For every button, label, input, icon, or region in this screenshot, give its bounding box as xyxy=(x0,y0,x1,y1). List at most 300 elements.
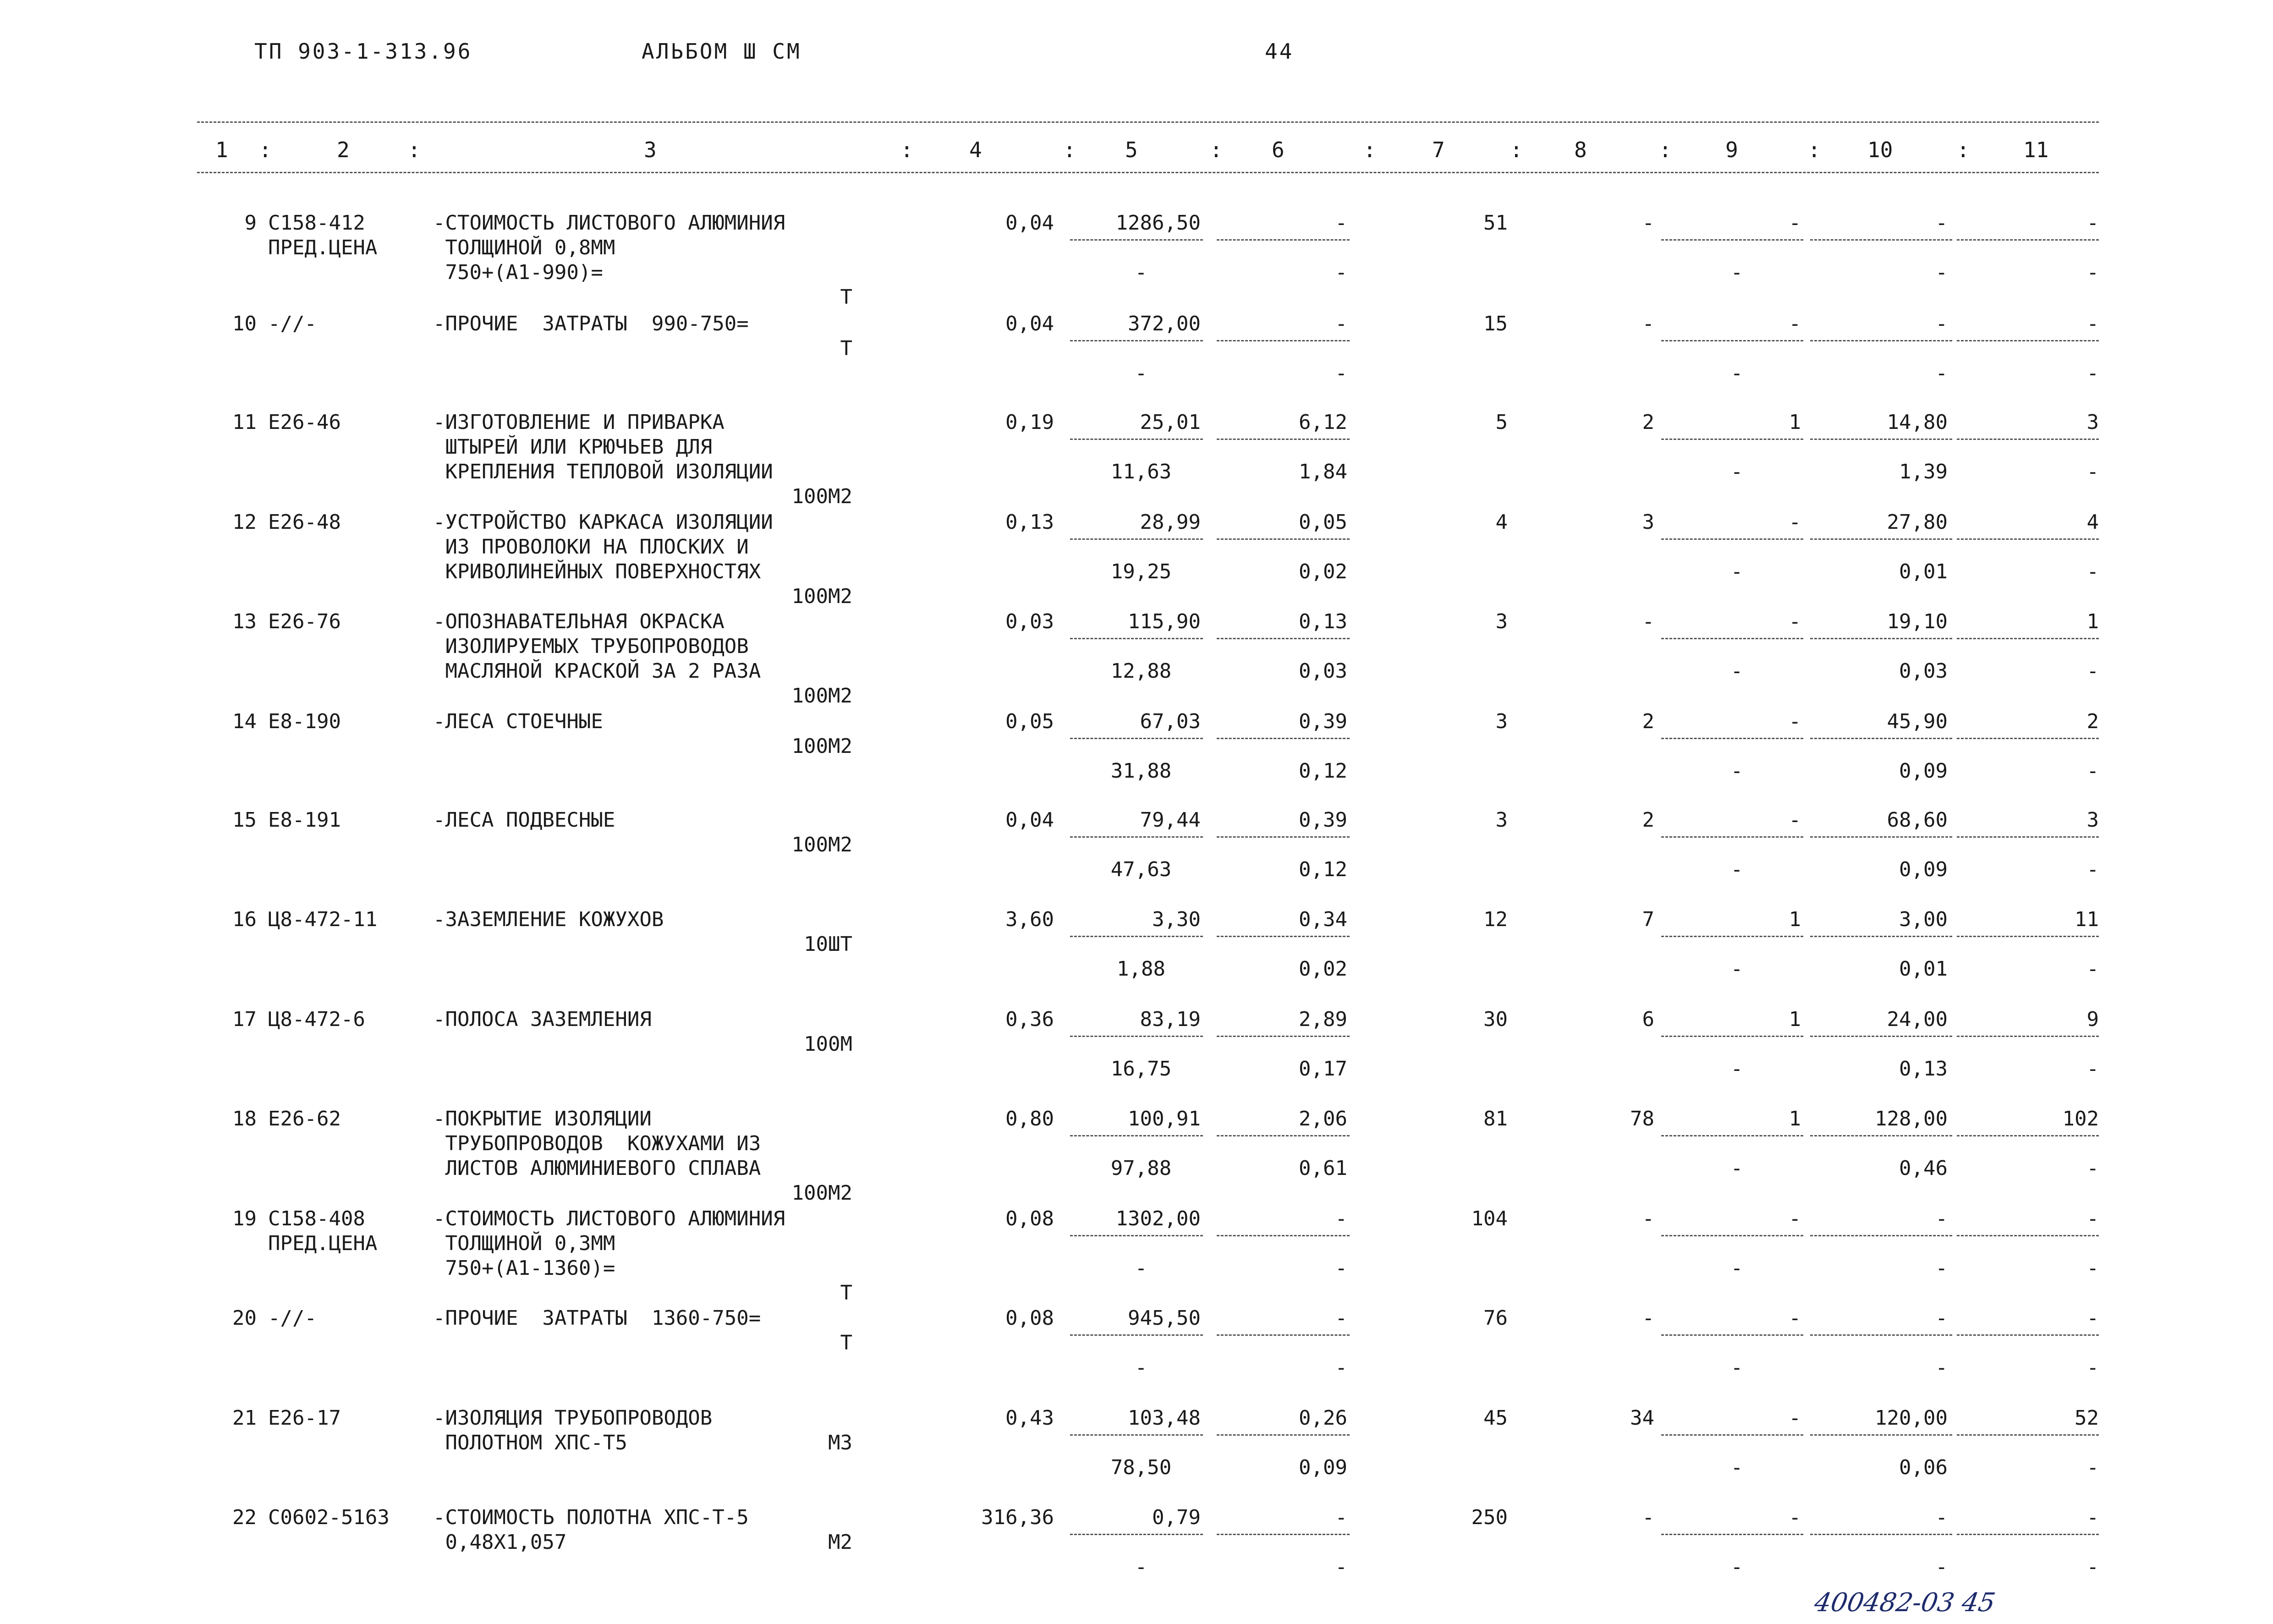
work-description: -ЛЕСА СТОЕЧНЫЕ xyxy=(433,710,603,733)
row-number: 12 xyxy=(232,510,257,534)
value-divider xyxy=(1957,340,2099,341)
unit-cost-wage: 47,63 xyxy=(1110,858,1172,881)
unit-of-measure: 100М2 xyxy=(791,684,852,708)
work-description: 750+(А1-1360)= xyxy=(433,1256,615,1280)
row-number: 18 xyxy=(232,1107,257,1130)
wage-total: 2 xyxy=(1642,710,1654,733)
value-divider xyxy=(1217,538,1350,540)
labour-total-machine: - xyxy=(2086,261,2099,284)
unit-cost-total: 100,91 xyxy=(1128,1107,1201,1130)
unit-of-measure: 100М2 xyxy=(791,485,852,508)
row-number: 22 xyxy=(232,1506,257,1529)
value-divider xyxy=(1217,1036,1350,1037)
unit-cost-machine: - xyxy=(1335,1207,1347,1230)
labour-total-machine: - xyxy=(2086,659,2099,683)
unit-cost-wage: - xyxy=(1135,261,1147,284)
unit-cost-total: 79,44 xyxy=(1140,808,1201,832)
value-divider xyxy=(1957,1334,2099,1336)
quantity: 0,05 xyxy=(1005,710,1054,733)
value-divider xyxy=(1810,1434,1952,1436)
unit-cost-machine-wage: - xyxy=(1335,1256,1347,1280)
unit-cost-machine-wage: - xyxy=(1335,1356,1347,1379)
quantity: 0,36 xyxy=(1005,1008,1054,1031)
unit-of-measure: М2 xyxy=(828,1531,852,1554)
work-description: КРЕПЛЕНИЯ ТЕПЛОВОЙ ИЗОЛЯЦИИ xyxy=(433,460,773,483)
unit-cost-wage: - xyxy=(1135,1555,1147,1579)
unit-cost-machine-wage: 1,84 xyxy=(1299,460,1347,483)
norm-code: С158-408 xyxy=(268,1207,365,1230)
unit-cost-wage: 31,88 xyxy=(1110,759,1172,783)
column-number-10: 10 xyxy=(1867,137,1893,162)
row-number: 13 xyxy=(232,610,257,633)
unit-cost-total: 3,30 xyxy=(1152,908,1201,931)
quantity: 0,03 xyxy=(1005,610,1054,633)
labour-hours: - xyxy=(1935,1506,1948,1529)
labour-hours: 120,00 xyxy=(1875,1406,1948,1430)
value-divider xyxy=(1957,1135,2099,1136)
norm-code: Е26-17 xyxy=(268,1406,341,1430)
unit-cost-machine-wage: 0,02 xyxy=(1299,957,1347,981)
machine-wage-total: - xyxy=(1730,261,1743,284)
work-description: -УСТРОЙСТВО КАРКАСА ИЗОЛЯЦИИ xyxy=(433,510,773,534)
column-separator: : xyxy=(1063,137,1076,162)
column-separator: : xyxy=(259,137,272,162)
work-description: -ИЗОЛЯЦИЯ ТРУБОПРОВОДОВ xyxy=(433,1406,713,1430)
unit-cost-wage: 78,50 xyxy=(1110,1456,1172,1479)
album-label: АЛЬБОМ Ш СМ xyxy=(642,39,802,64)
unit-cost-total: 1286,50 xyxy=(1115,211,1201,235)
wage-total: - xyxy=(1642,610,1654,633)
total-cost: 3 xyxy=(1495,710,1508,733)
total-cost: 76 xyxy=(1483,1306,1508,1330)
machine-total: 1 xyxy=(1789,1008,1801,1031)
machine-wage-total: - xyxy=(1730,759,1743,783)
row-number: 19 xyxy=(232,1207,257,1230)
norm-code: -//- xyxy=(268,312,317,335)
labour-total-machine: - xyxy=(2086,460,2099,483)
row-number: 11 xyxy=(232,411,257,434)
unit-of-measure: Т xyxy=(840,1331,852,1355)
value-divider xyxy=(1810,1036,1952,1037)
page-number: 44 xyxy=(1265,39,1294,64)
quantity: 0,04 xyxy=(1005,211,1054,235)
work-description: ЛИСТОВ АЛЮМИНИЕВОГО СПЛАВА xyxy=(433,1157,761,1180)
unit-cost-machine: 0,13 xyxy=(1299,610,1347,633)
handwritten-signature: 400482-03 45 xyxy=(1812,1588,1998,1618)
machine-total: - xyxy=(1789,510,1801,534)
table-row xyxy=(0,1207,2273,1303)
value-divider xyxy=(1070,439,1203,440)
total-cost: 81 xyxy=(1483,1107,1508,1130)
unit-of-measure: Т xyxy=(840,285,852,309)
work-description: -СТОИМОСТЬ ЛИСТОВОГО АЛЮМИНИЯ xyxy=(433,1207,785,1230)
value-divider xyxy=(1070,1135,1203,1136)
norm-code: Ц8-472-11 xyxy=(268,908,378,931)
unit-cost-total: 372,00 xyxy=(1128,312,1201,335)
work-description: -ПОКРЫТИЕ ИЗОЛЯЦИИ xyxy=(433,1107,652,1130)
labour-total-machine: - xyxy=(2086,1256,2099,1280)
unit-cost-wage: 97,88 xyxy=(1110,1157,1172,1180)
unit-cost-total: 28,99 xyxy=(1140,510,1201,534)
work-description: -СТОИМОСТЬ ПОЛОТНА ХПС-Т-5 xyxy=(433,1506,749,1529)
work-description: 750+(А1-990)= xyxy=(433,261,603,284)
value-divider xyxy=(1217,638,1350,639)
quantity: 316,36 xyxy=(981,1506,1054,1529)
machine-wage-total: - xyxy=(1730,858,1743,881)
unit-cost-machine-wage: 0,09 xyxy=(1299,1456,1347,1479)
value-divider xyxy=(1810,538,1952,540)
labour-total: - xyxy=(2086,1207,2099,1230)
unit-cost-machine: 0,26 xyxy=(1299,1406,1347,1430)
labour-hours: - xyxy=(1935,211,1948,235)
header-rule xyxy=(197,172,2099,173)
labour-total: - xyxy=(2086,211,2099,235)
table-row xyxy=(0,1306,2273,1402)
unit-cost-wage: 16,75 xyxy=(1110,1057,1172,1081)
value-divider xyxy=(1070,1036,1203,1037)
value-divider xyxy=(1070,738,1203,739)
machine-wage-total: - xyxy=(1730,1057,1743,1081)
quantity: 0,43 xyxy=(1005,1406,1054,1430)
column-separator: : xyxy=(1957,137,1970,162)
value-divider xyxy=(1810,1534,1952,1535)
column-number-2: 2 xyxy=(337,137,350,162)
labour-hours: 27,80 xyxy=(1887,510,1948,534)
value-divider xyxy=(1810,239,1952,241)
value-divider xyxy=(1661,239,1803,241)
norm-code-note: ПРЕД.ЦЕНА xyxy=(268,1232,378,1255)
unit-cost-total: 67,03 xyxy=(1140,710,1201,733)
wage-total: 78 xyxy=(1630,1107,1654,1130)
quantity: 3,60 xyxy=(1005,908,1054,931)
wage-total: - xyxy=(1642,1506,1654,1529)
labour-total-machine: - xyxy=(2086,858,2099,881)
quantity: 0,80 xyxy=(1005,1107,1054,1130)
quantity: 0,08 xyxy=(1005,1207,1054,1230)
machine-total: - xyxy=(1789,1207,1801,1230)
value-divider xyxy=(1070,836,1203,838)
value-divider xyxy=(1957,1434,2099,1436)
total-cost: 30 xyxy=(1483,1008,1508,1031)
value-divider xyxy=(1810,738,1952,739)
value-divider xyxy=(1661,340,1803,341)
norm-code: С0602-5163 xyxy=(268,1506,390,1529)
quantity: 0,04 xyxy=(1005,808,1054,832)
wage-total: 7 xyxy=(1642,908,1654,931)
unit-cost-machine: 0,05 xyxy=(1299,510,1347,534)
machine-wage-total: - xyxy=(1730,957,1743,981)
value-divider xyxy=(1810,439,1952,440)
unit-cost-machine-wage: 0,03 xyxy=(1299,659,1347,683)
unit-cost-machine: - xyxy=(1335,1306,1347,1330)
column-number-1: 1 xyxy=(215,137,228,162)
machine-wage-total: - xyxy=(1730,1555,1743,1579)
column-number-7: 7 xyxy=(1432,137,1445,162)
machine-total: 1 xyxy=(1789,908,1801,931)
labour-total: 2 xyxy=(2086,710,2099,733)
unit-of-measure: 100М2 xyxy=(791,833,852,856)
machine-total: 1 xyxy=(1789,411,1801,434)
norm-code: Е26-76 xyxy=(268,610,341,633)
labour-hours-machine: 0,01 xyxy=(1899,560,1948,583)
labour-total: 11 xyxy=(2075,908,2099,931)
total-cost: 12 xyxy=(1483,908,1508,931)
unit-cost-machine: 2,89 xyxy=(1299,1008,1347,1031)
column-number-5: 5 xyxy=(1125,137,1138,162)
labour-hours-machine: 0,09 xyxy=(1899,858,1948,881)
unit-cost-total: 103,48 xyxy=(1128,1406,1201,1430)
machine-wage-total: - xyxy=(1730,362,1743,385)
labour-total: 102 xyxy=(2062,1107,2099,1130)
work-description: -ПОЛОСА ЗАЗЕМЛЕНИЯ xyxy=(433,1008,652,1031)
row-number: 21 xyxy=(232,1406,257,1430)
work-description: -ЛЕСА ПОДВЕСНЫЕ xyxy=(433,808,615,832)
norm-code: Ц8-472-6 xyxy=(268,1008,365,1031)
unit-cost-total: 0,79 xyxy=(1152,1506,1201,1529)
unit-cost-machine: - xyxy=(1335,211,1347,235)
total-cost: 104 xyxy=(1471,1207,1508,1230)
column-separator: : xyxy=(1510,137,1523,162)
machine-wage-total: - xyxy=(1730,1456,1743,1479)
labour-total: - xyxy=(2086,1306,2099,1330)
column-number-4: 4 xyxy=(969,137,982,162)
machine-total: - xyxy=(1789,312,1801,335)
column-number-6: 6 xyxy=(1272,137,1285,162)
unit-cost-machine: - xyxy=(1335,1506,1347,1529)
column-number-3: 3 xyxy=(644,137,657,162)
unit-cost-total: 1302,00 xyxy=(1115,1207,1201,1230)
unit-of-measure: 100М2 xyxy=(791,1181,852,1205)
machine-total: - xyxy=(1789,1306,1801,1330)
norm-code: С158-412 xyxy=(268,211,365,235)
table-row xyxy=(0,609,2273,706)
machine-wage-total: - xyxy=(1730,560,1743,583)
value-divider xyxy=(1217,836,1350,838)
labour-hours-machine: 0,09 xyxy=(1899,759,1948,783)
column-number-11: 11 xyxy=(2023,137,2049,162)
quantity: 0,04 xyxy=(1005,312,1054,335)
total-cost: 45 xyxy=(1483,1406,1508,1430)
machine-total: - xyxy=(1789,610,1801,633)
labour-total-machine: - xyxy=(2086,560,2099,583)
unit-cost-total: 25,01 xyxy=(1140,411,1201,434)
unit-cost-machine-wage: 0,61 xyxy=(1299,1157,1347,1180)
machine-wage-total: - xyxy=(1730,460,1743,483)
machine-total: 1 xyxy=(1789,1107,1801,1130)
unit-of-measure: 100М2 xyxy=(791,585,852,608)
row-number: 10 xyxy=(232,312,257,335)
unit-of-measure: 100М2 xyxy=(791,735,852,758)
work-description: МАСЛЯНОЙ КРАСКОЙ ЗА 2 РАЗА xyxy=(433,659,761,683)
value-divider xyxy=(1661,1534,1803,1535)
value-divider xyxy=(1957,439,2099,440)
unit-cost-machine-wage: - xyxy=(1335,261,1347,284)
work-description: -ИЗГОТОВЛЕНИЕ И ПРИВАРКА xyxy=(433,411,725,434)
table-row xyxy=(0,410,2273,506)
value-divider xyxy=(1810,936,1952,937)
work-description: ШТЫРЕЙ ИЛИ КРЮЧЬЕВ ДЛЯ xyxy=(433,435,713,459)
doc-code: ТП 903-1-313.96 xyxy=(254,39,472,64)
value-divider xyxy=(1217,1235,1350,1236)
work-description: 0,48Х1,057 xyxy=(433,1531,567,1554)
labour-hours-machine: 0,03 xyxy=(1899,659,1948,683)
labour-hours: - xyxy=(1935,1306,1948,1330)
table-row xyxy=(0,1406,2273,1502)
unit-cost-wage: 19,25 xyxy=(1110,560,1172,583)
value-divider xyxy=(1957,1036,2099,1037)
value-divider xyxy=(1661,1235,1803,1236)
value-divider xyxy=(1810,836,1952,838)
total-cost: 5 xyxy=(1495,411,1508,434)
work-description: ИЗОЛИРУЕМЫХ ТРУБОПРОВОДОВ xyxy=(433,635,749,658)
norm-code: Е26-48 xyxy=(268,510,341,534)
wage-total: - xyxy=(1642,1306,1654,1330)
machine-total: - xyxy=(1789,211,1801,235)
work-description: -ЗАЗЕМЛЕНИЕ КОЖУХОВ xyxy=(433,908,664,931)
work-description: ТОЛЩИНОЙ 0,8ММ xyxy=(433,236,615,259)
unit-of-measure: 100М xyxy=(804,1032,852,1056)
column-separator: : xyxy=(1363,137,1376,162)
labour-total-machine: - xyxy=(2086,957,2099,981)
value-divider xyxy=(1217,1334,1350,1336)
labour-hours-machine: 0,01 xyxy=(1899,957,1948,981)
table-row xyxy=(0,907,2273,1004)
value-divider xyxy=(1661,638,1803,639)
value-divider xyxy=(1957,936,2099,937)
labour-total-machine: - xyxy=(2086,1157,2099,1180)
quantity: 0,13 xyxy=(1005,510,1054,534)
norm-code: Е8-190 xyxy=(268,710,341,733)
labour-total-machine: - xyxy=(2086,1356,2099,1379)
table-row xyxy=(0,1007,2273,1103)
labour-hours-machine: - xyxy=(1935,261,1948,284)
unit-cost-wage: - xyxy=(1135,362,1147,385)
labour-total: 52 xyxy=(2075,1406,2099,1430)
value-divider xyxy=(1217,738,1350,739)
value-divider xyxy=(1661,738,1803,739)
wage-total: 6 xyxy=(1642,1008,1654,1031)
work-description: ТРУБОПРОВОДОВ КОЖУХАМИ ИЗ xyxy=(433,1132,761,1155)
labour-hours: 45,90 xyxy=(1887,710,1948,733)
labour-total: 4 xyxy=(2086,510,2099,534)
value-divider xyxy=(1810,340,1952,341)
column-number-8: 8 xyxy=(1574,137,1587,162)
wage-total: 2 xyxy=(1642,808,1654,832)
value-divider xyxy=(1070,538,1203,540)
total-cost: 4 xyxy=(1495,510,1508,534)
value-divider xyxy=(1957,1235,2099,1236)
labour-total: 3 xyxy=(2086,808,2099,832)
norm-code: Е26-62 xyxy=(268,1107,341,1130)
row-number: 9 xyxy=(244,211,257,235)
value-divider xyxy=(1217,936,1350,937)
unit-cost-machine: 2,06 xyxy=(1299,1107,1347,1130)
row-number: 16 xyxy=(232,908,257,931)
value-divider xyxy=(1217,340,1350,341)
value-divider xyxy=(1070,340,1203,341)
unit-cost-machine: - xyxy=(1335,312,1347,335)
wage-total: 34 xyxy=(1630,1406,1654,1430)
value-divider xyxy=(1661,1135,1803,1136)
row-number: 20 xyxy=(232,1306,257,1330)
wage-total: - xyxy=(1642,312,1654,335)
value-divider xyxy=(1661,1334,1803,1336)
unit-of-measure: Т xyxy=(840,337,852,360)
unit-cost-wage: - xyxy=(1135,1256,1147,1280)
value-divider xyxy=(1661,1036,1803,1037)
unit-cost-wage: 1,88 xyxy=(1117,957,1165,981)
value-divider xyxy=(1217,1534,1350,1535)
value-divider xyxy=(1217,439,1350,440)
value-divider xyxy=(1957,1534,2099,1535)
labour-hours-machine: 0,46 xyxy=(1899,1157,1948,1180)
work-description: ТОЛЩИНОЙ 0,3ММ xyxy=(433,1232,615,1255)
labour-total-machine: - xyxy=(2086,1555,2099,1579)
value-divider xyxy=(1810,638,1952,639)
unit-of-measure: Т xyxy=(840,1281,852,1305)
labour-hours-machine: 0,13 xyxy=(1899,1057,1948,1081)
labour-hours: 19,10 xyxy=(1887,610,1948,633)
row-number: 15 xyxy=(232,808,257,832)
norm-code: Е8-191 xyxy=(268,808,341,832)
work-description: КРИВОЛИНЕЙНЫХ ПОВЕРХНОСТЯХ xyxy=(433,560,761,583)
labour-hours: 68,60 xyxy=(1887,808,1948,832)
unit-cost-machine: 0,39 xyxy=(1299,710,1347,733)
labour-total: - xyxy=(2086,1506,2099,1529)
value-divider xyxy=(1810,1334,1952,1336)
unit-cost-wage: 12,88 xyxy=(1110,659,1172,683)
unit-cost-wage: - xyxy=(1135,1356,1147,1379)
table-row xyxy=(0,312,2273,408)
machine-wage-total: - xyxy=(1730,1256,1743,1280)
value-divider xyxy=(1957,638,2099,639)
unit-cost-wage: 11,63 xyxy=(1110,460,1172,483)
unit-cost-machine: 0,34 xyxy=(1299,908,1347,931)
table-row xyxy=(0,808,2273,904)
machine-total: - xyxy=(1789,1506,1801,1529)
unit-cost-total: 83,19 xyxy=(1140,1008,1201,1031)
unit-cost-total: 945,50 xyxy=(1128,1306,1201,1330)
machine-wage-total: - xyxy=(1730,1157,1743,1180)
unit-cost-machine-wage: - xyxy=(1335,1555,1347,1579)
column-separator: : xyxy=(1808,137,1821,162)
labour-hours: 24,00 xyxy=(1887,1008,1948,1031)
table-row xyxy=(0,510,2273,606)
quantity: 0,19 xyxy=(1005,411,1054,434)
quantity: 0,08 xyxy=(1005,1306,1054,1330)
value-divider xyxy=(1661,1434,1803,1436)
value-divider xyxy=(1070,1235,1203,1236)
labour-hours-machine: - xyxy=(1935,1555,1948,1579)
machine-total: - xyxy=(1789,808,1801,832)
value-divider xyxy=(1217,1135,1350,1136)
machine-wage-total: - xyxy=(1730,1356,1743,1379)
labour-hours-machine: - xyxy=(1935,362,1948,385)
value-divider xyxy=(1810,1235,1952,1236)
labour-total-machine: - xyxy=(2086,1456,2099,1479)
machine-total: - xyxy=(1789,1406,1801,1430)
total-cost: 51 xyxy=(1483,211,1508,235)
wage-total: - xyxy=(1642,211,1654,235)
norm-code: Е26-46 xyxy=(268,411,341,434)
labour-hours-machine: 0,06 xyxy=(1899,1456,1948,1479)
labour-total: 1 xyxy=(2086,610,2099,633)
unit-cost-total: 115,90 xyxy=(1128,610,1201,633)
work-description: -ОПОЗНАВАТЕЛЬНАЯ ОКРАСКА xyxy=(433,610,725,633)
value-divider xyxy=(1810,1135,1952,1136)
wage-total: 2 xyxy=(1642,411,1654,434)
norm-code-note: ПРЕД.ЦЕНА xyxy=(268,236,378,259)
